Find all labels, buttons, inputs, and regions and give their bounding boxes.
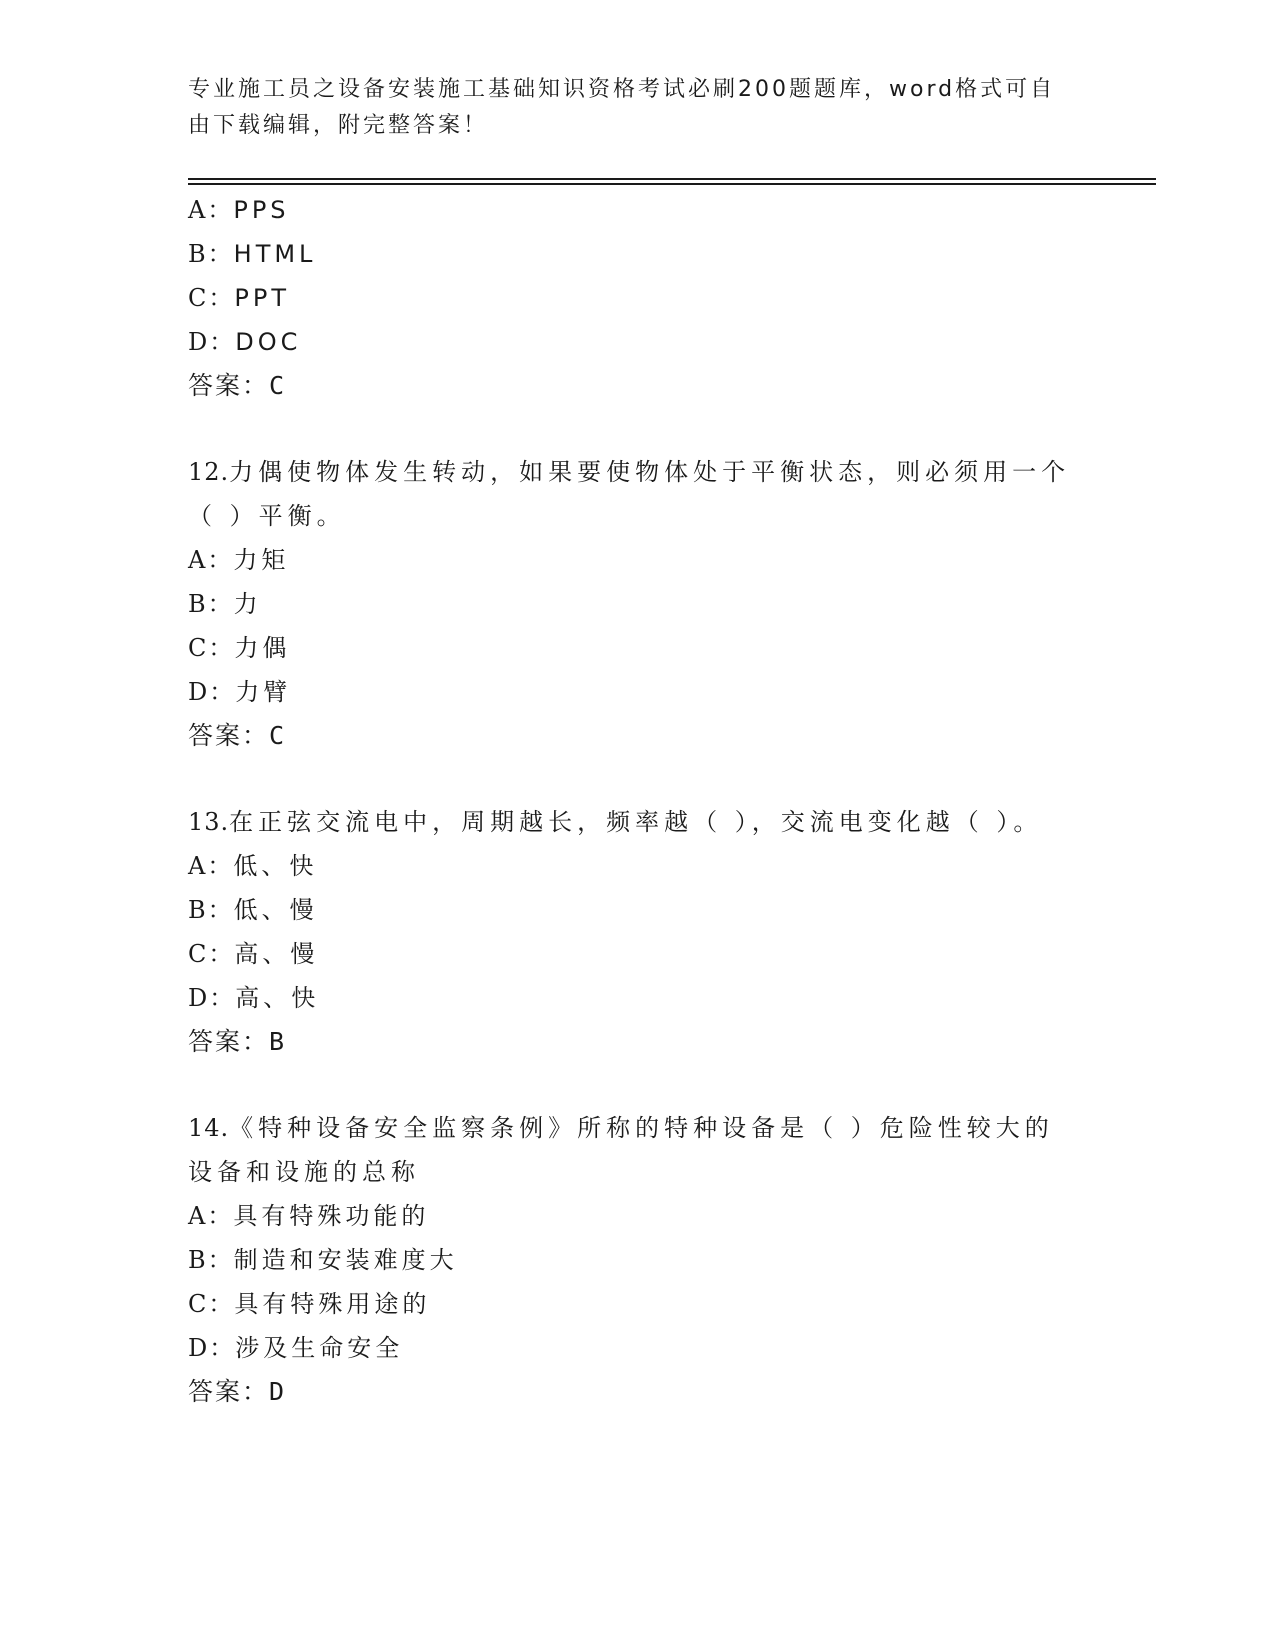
option-key: B： <box>188 240 234 268</box>
answer-value: C <box>269 721 285 750</box>
option-key: C： <box>188 634 235 662</box>
option-text: HTML <box>233 240 317 268</box>
option-key: C： <box>188 284 235 312</box>
header-divider-top <box>188 178 1156 180</box>
q11-option-d <box>188 324 301 360</box>
option-text: 力 <box>233 590 262 618</box>
option-key: D： <box>188 984 236 1012</box>
question-number: 12. <box>188 458 230 486</box>
option-text: PPS <box>233 196 290 224</box>
question-text: 力偶使物体发生转动，如果要使物体处于平衡状态，则必须用一个 <box>229 458 1071 486</box>
document-header: 专业施工员之设备安装施工基础知识资格考试必刷200题题库，word格式可自由下载编辑，附完整答案！ <box>188 77 1056 138</box>
q12-option-d <box>188 674 291 710</box>
answer-value: C <box>269 371 285 400</box>
question-text-continued: （ ）平衡。 <box>188 502 346 530</box>
option-text: 涉及生命安全 <box>235 1334 404 1362</box>
question-text: 《特种设备安全监察条例》所称的特种设备是（ ）危险性较大的 <box>229 1114 1054 1142</box>
q12-option-c <box>188 630 290 666</box>
q14-stem-line1 <box>188 1110 1054 1146</box>
answer-value: B <box>269 1027 285 1056</box>
q14-option-a <box>188 1198 429 1234</box>
answer-value: D <box>269 1377 285 1406</box>
q11-option-b <box>188 236 316 272</box>
option-key: B： <box>188 896 234 924</box>
option-key: B： <box>188 1246 234 1274</box>
q12-stem-line2 <box>188 498 346 534</box>
header-divider-bottom <box>188 183 1156 185</box>
q12-option-b <box>188 586 262 622</box>
q13-option-d <box>188 980 319 1016</box>
question-text: 在正弦交流电中，周期越长，频率越（ ），交流电变化越（ ）。 <box>229 808 1043 836</box>
option-text: 低、快 <box>233 852 318 880</box>
option-key: C： <box>188 940 235 968</box>
question-number: 14. <box>188 1114 230 1142</box>
q13-option-a <box>188 848 317 884</box>
q14-option-c <box>188 1286 430 1322</box>
option-text: 低、慢 <box>233 896 318 924</box>
option-key: A： <box>188 1202 234 1230</box>
q12-answer <box>188 718 284 754</box>
option-text: 力矩 <box>233 546 290 574</box>
answer-label: 答案： <box>188 721 270 750</box>
q13-option-b <box>188 892 318 928</box>
q13-option-c <box>188 936 318 972</box>
q14-option-d <box>188 1330 403 1366</box>
q13-answer <box>188 1024 284 1060</box>
option-key: A： <box>188 852 234 880</box>
option-text: PPT <box>234 284 290 312</box>
q12-stem-line1 <box>188 454 1070 490</box>
question-number: 13. <box>188 808 230 836</box>
q11-option-c <box>188 280 290 316</box>
q14-stem-line2 <box>188 1154 420 1190</box>
option-text: 具有特殊用途的 <box>234 1290 431 1318</box>
option-text: DOC <box>235 328 302 356</box>
q11-answer <box>188 368 284 404</box>
option-key: B： <box>188 590 234 618</box>
q14-option-b <box>188 1242 458 1278</box>
option-text: 具有特殊功能的 <box>233 1202 430 1230</box>
option-text: 高、慢 <box>234 940 319 968</box>
option-key: D： <box>188 1334 236 1362</box>
q11-option-a <box>188 192 290 228</box>
option-key: A： <box>188 546 234 574</box>
q12-option-a <box>188 542 289 578</box>
answer-label: 答案： <box>188 1027 270 1056</box>
question-text-continued: 设备和设施的总称 <box>188 1158 420 1186</box>
option-key: D： <box>188 678 236 706</box>
option-key: A： <box>188 196 234 224</box>
q14-answer <box>188 1374 284 1410</box>
option-key: D： <box>188 328 236 356</box>
option-text: 力偶 <box>234 634 291 662</box>
answer-label: 答案： <box>188 371 270 400</box>
option-text: 制造和安装难度大 <box>233 1246 458 1274</box>
option-text: 力臂 <box>235 678 292 706</box>
option-text: 高、快 <box>235 984 320 1012</box>
q13-stem-line1 <box>188 804 1042 840</box>
answer-label: 答案： <box>188 1377 270 1406</box>
option-key: C： <box>188 1290 235 1318</box>
